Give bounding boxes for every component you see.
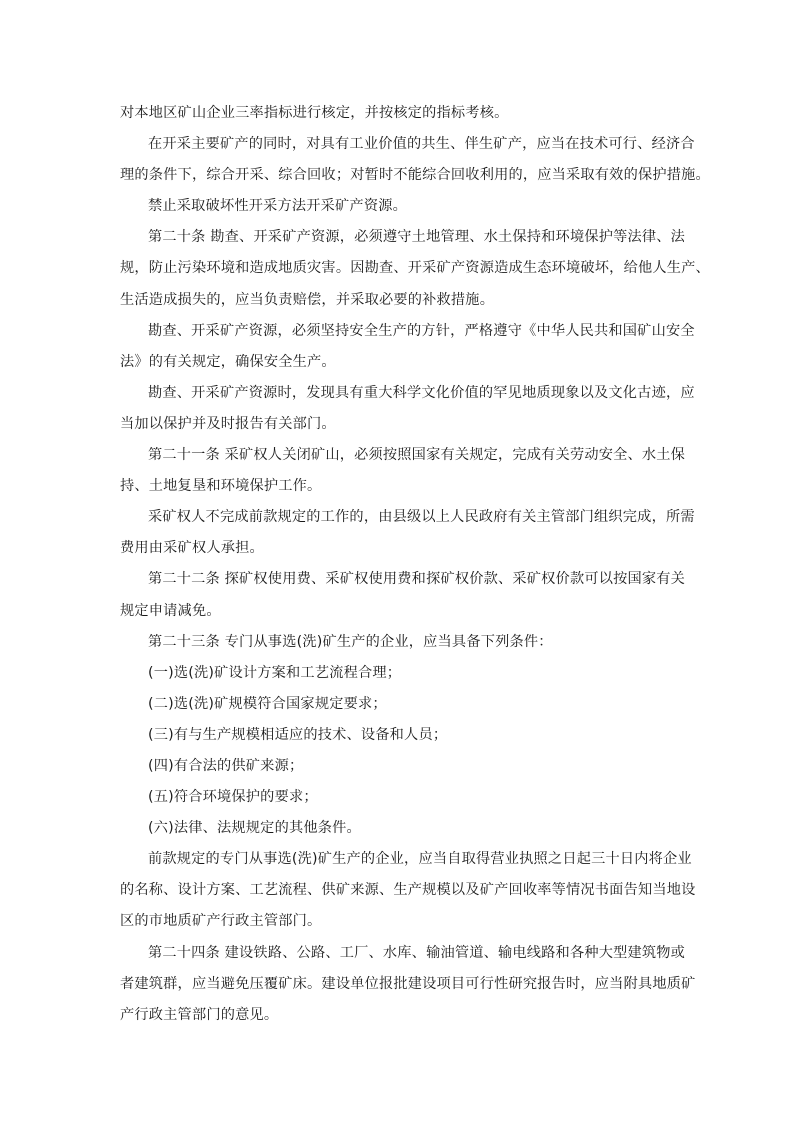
text-line: 对本地区矿山企业三率指标进行核定，并按核定的指标考核。 (120, 105, 509, 121)
text-line: 的名称、设计方案、工艺流程、供矿来源、生产规模以及矿产回收率等情况书面告知当地设 (120, 882, 696, 899)
text-line: 第二十四条 建设铁路、公路、工厂、水库、输油管道、输电线路和各种大型建筑物或 (148, 944, 686, 961)
text-line: 产行政主管部门的意见。 (120, 1006, 279, 1023)
text-line: 规定申请减免。 (120, 602, 221, 619)
text-line: 勘查、开采矿产资源时，发现具有重大科学文化价值的罕见地质现象以及文化古迹，应 (148, 384, 695, 401)
text-line: (一)选(洗)矿设计方案和工艺流程合理； (148, 664, 402, 681)
text-line: 第二十一条 采矿权人关闭矿山，必须按照国家有关规定，完成有关劳动安全、水土保 (148, 447, 686, 464)
text-line: 当加以保护并及时报告有关部门。 (120, 415, 336, 432)
text-line: 费用由采矿权人承担。 (120, 540, 264, 557)
text-line: (六)法律、法规规定的其他条件。 (148, 820, 361, 837)
text-line: 勘查、开采矿产资源，必须坚持安全生产的方针，严格遵守《中华人民共和国矿山安全 (148, 322, 695, 339)
text-line: 采矿权人不完成前款规定的工作的，由县级以上人民政府有关主管部门组织完成，所需 (148, 509, 695, 526)
text-line: (三)有与生产规模相适应的技术、设备和人员； (148, 726, 448, 743)
document-body (120, 98, 710, 1031)
text-line: 理的条件下，综合开采、综合回收；对暂时不能综合回收利用的，应当采取有效的保护措施。 (120, 167, 710, 184)
text-line: (二)选(洗)矿规模符合国家规定要求； (148, 695, 387, 712)
text-line: 前款规定的专门从事选(洗)矿生产的企业，应当自取得营业执照之日起三十日内将企业 (148, 851, 692, 868)
text-line: (四)有合法的供矿来源； (148, 757, 304, 774)
text-line: 第二十三条 专门从事选(洗)矿生产的企业，应当具备下列条件： (148, 633, 553, 650)
text-line: 者建筑群，应当避免压覆矿床。建设单位报批建设项目可行性研究报告时，应当附具地质矿 (120, 975, 696, 992)
text-line: 持、土地复垦和环境保护工作。 (120, 478, 322, 495)
text-line: 第二十条 勘查、开采矿产资源，必须遵守土地管理、水土保持和环境保护等法律、法 (148, 229, 686, 246)
text-line: 第二十二条 探矿权使用费、采矿权使用费和探矿权价款、采矿权价款可以按国家有关 (148, 571, 686, 588)
text-line: 禁止采取破坏性开采方法开采矿产资源。 (148, 198, 407, 215)
text-line: (五)符合环境保护的要求； (148, 789, 318, 806)
text-line: 区的市地质矿产行政主管部门。 (120, 913, 322, 930)
text-line: 规，防止污染环境和造成地质灾害。因勘查、开采矿产资源造成生态环境破坏，给他人生产、 (120, 260, 710, 277)
text-line: 生活造成损失的，应当负责赔偿，并采取必要的补救措施。 (120, 291, 495, 308)
text-line: 法》的有关规定，确保安全生产。 (120, 353, 336, 370)
text-line: 在开采主要矿产的同时，对具有工业价值的共生、伴生矿产，应当在技术可行、经济合 (148, 136, 695, 153)
